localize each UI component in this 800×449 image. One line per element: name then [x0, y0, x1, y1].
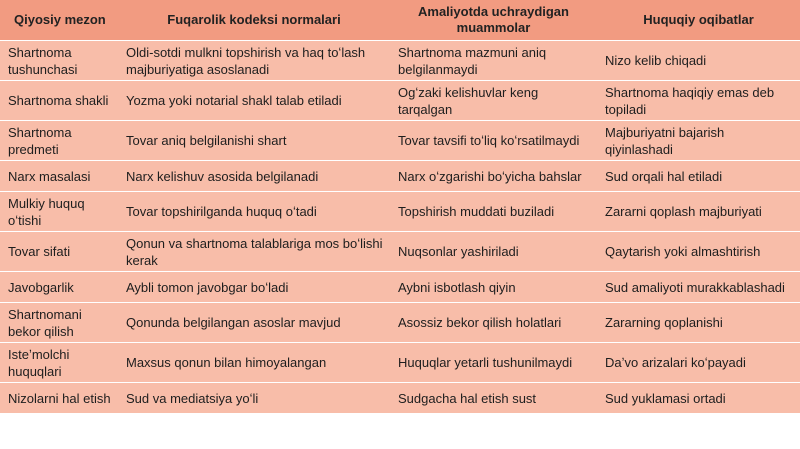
table-row	[0, 81, 800, 121]
table-cell-practice-problems: Tovar tavsifi toʻliq koʻrsatilmaydi	[390, 121, 597, 161]
table-cell-legal-consequences: Majburiyatni bajarish qiyinlashadi	[597, 121, 800, 161]
table-cell-practice-problems: Shartnoma mazmuni aniq belgilanmaydi	[390, 41, 597, 81]
table-cell-legal-consequences: Sud orqali hal etiladi	[597, 161, 800, 192]
table-row	[0, 161, 800, 192]
table-cell-criterion: Javobgarlik	[0, 272, 118, 303]
table-cell-legal-consequences: Sud amaliyoti murakkablashadi	[597, 272, 800, 303]
table-row	[0, 232, 800, 272]
table-cell-civil-code: Sud va mediatsiya yoʻli	[118, 383, 390, 414]
table-cell-civil-code: Aybli tomon javobgar boʻladi	[118, 272, 390, 303]
table-cell-practice-problems: Nuqsonlar yashiriladi	[390, 232, 597, 272]
table-cell-civil-code: Qonunda belgilangan asoslar mavjud	[118, 303, 390, 343]
table-row	[0, 272, 800, 303]
table-cell-civil-code: Maxsus qonun bilan himoyalangan	[118, 343, 390, 383]
table-cell-legal-consequences: Zararni qoplash majburiyati	[597, 192, 800, 232]
column-header-practice-problems: Amaliyotda uchraydigan muammolar	[390, 0, 597, 41]
table-cell-criterion: Shartnoma tushunchasi	[0, 41, 118, 81]
table-cell-criterion: Nizolarni hal etish	[0, 383, 118, 414]
table-cell-civil-code: Qonun va shartnoma talablariga mos boʻlishi kerak	[118, 232, 390, 272]
table-cell-criterion: Mulkiy huquq oʻtishi	[0, 192, 118, 232]
table-row	[0, 343, 800, 383]
table-row	[0, 41, 800, 81]
table-cell-practice-problems: Aybni isbotlash qiyin	[390, 272, 597, 303]
table-cell-practice-problems: Topshirish muddati buziladi	[390, 192, 597, 232]
table-cell-legal-consequences: Zararning qoplanishi	[597, 303, 800, 343]
table-cell-criterion: Shartnoma predmeti	[0, 121, 118, 161]
table-header-row	[0, 0, 800, 41]
table-cell-practice-problems: Narx oʻzgarishi boʻyicha bahslar	[390, 161, 597, 192]
table-cell-civil-code: Oldi-sotdi mulkni topshirish va haq toʻlash majburiyatiga asoslanadi	[118, 41, 390, 81]
table-cell-practice-problems: Asossiz bekor qilish holatlari	[390, 303, 597, 343]
column-header-civil-code: Fuqarolik kodeksi normalari	[118, 0, 390, 41]
table-cell-practice-problems: Ogʻzaki kelishuvlar keng tarqalgan	[390, 81, 597, 121]
table-row	[0, 303, 800, 343]
table-cell-civil-code: Tovar aniq belgilanishi shart	[118, 121, 390, 161]
table-cell-legal-consequences: Sud yuklamasi ortadi	[597, 383, 800, 414]
table-cell-legal-consequences: Qaytarish yoki almashtirish	[597, 232, 800, 272]
table-cell-civil-code: Yozma yoki notarial shakl talab etiladi	[118, 81, 390, 121]
table-cell-criterion: Shartnoma shakli	[0, 81, 118, 121]
column-header-criterion: Qiyosiy mezon	[0, 0, 118, 41]
table-cell-civil-code: Narx kelishuv asosida belgilanadi	[118, 161, 390, 192]
table-cell-civil-code: Tovar topshirilganda huquq oʻtadi	[118, 192, 390, 232]
table-row	[0, 192, 800, 232]
table-cell-practice-problems: Huquqlar yetarli tushunilmaydi	[390, 343, 597, 383]
table-cell-criterion: Tovar sifati	[0, 232, 118, 272]
table-cell-criterion: Shartnomani bekor qilish	[0, 303, 118, 343]
table-cell-criterion: Narx masalasi	[0, 161, 118, 192]
column-header-legal-consequences: Huquqiy oqibatlar	[597, 0, 800, 41]
table-cell-criterion: Isteʼmolchi huquqlari	[0, 343, 118, 383]
table-cell-legal-consequences: Shartnoma haqiqiy emas deb topiladi	[597, 81, 800, 121]
slide-bottom-margin	[0, 440, 800, 449]
table-row	[0, 121, 800, 161]
table-cell-legal-consequences: Daʼvo arizalari koʻpayadi	[597, 343, 800, 383]
table-row	[0, 383, 800, 414]
table-cell-practice-problems: Sudgacha hal etish sust	[390, 383, 597, 414]
table-cell-legal-consequences: Nizo kelib chiqadi	[597, 41, 800, 81]
